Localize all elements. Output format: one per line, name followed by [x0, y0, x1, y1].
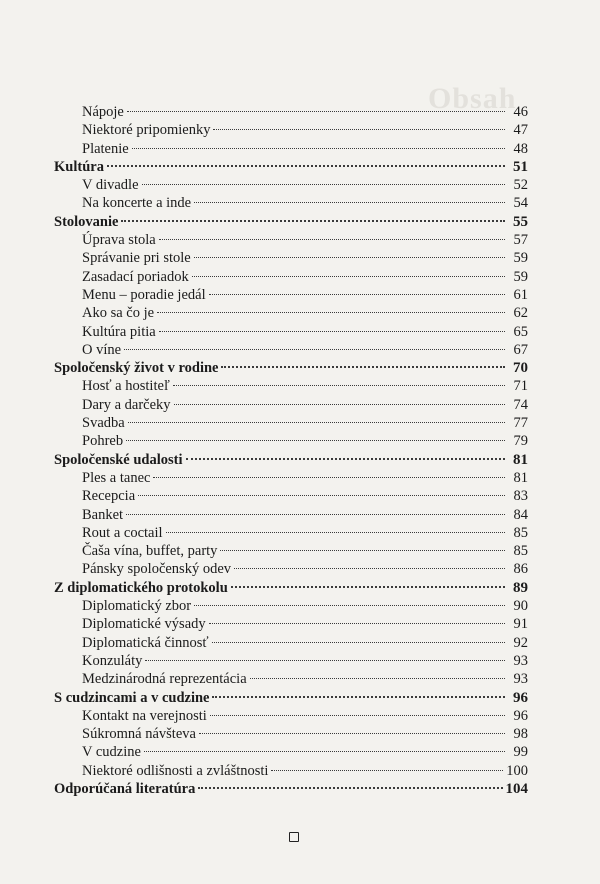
toc-section-row — [54, 213, 528, 231]
toc-page-number: 47 — [513, 122, 528, 139]
dot-leader — [157, 312, 505, 313]
toc-page-number: 89 — [513, 579, 528, 596]
toc-entry-row — [54, 634, 528, 652]
toc-page-number: 86 — [513, 561, 528, 578]
toc-entry-label: Rout a coctail — [82, 524, 163, 541]
toc-page-number: 91 — [513, 616, 528, 633]
toc-entry-label: Spoločenské udalosti — [54, 451, 183, 468]
dot-leader — [198, 787, 502, 789]
dot-leader — [142, 184, 505, 185]
toc-entry-label: Banket — [82, 506, 124, 523]
toc-entry-row — [54, 414, 528, 432]
toc-entry-label: Platenie — [82, 140, 129, 157]
dot-leader — [271, 770, 503, 771]
toc-section-row — [54, 451, 528, 469]
dot-leader — [221, 366, 505, 368]
dot-leader — [209, 294, 505, 295]
toc-entry-label: Recepcia — [82, 488, 136, 505]
toc-page-number: 71 — [513, 378, 528, 395]
toc-entry-label: Odporúčaná literatúra — [54, 780, 196, 797]
toc-entry-row — [54, 140, 528, 158]
toc-page-number: 83 — [513, 488, 528, 505]
toc-entry-label: Kultúra pitia — [82, 323, 156, 340]
dot-leader — [132, 148, 505, 149]
toc-page-number: 90 — [513, 598, 528, 615]
toc-page-number: 59 — [513, 268, 528, 285]
toc-entry-label: Diplomatické výsady — [82, 616, 206, 633]
toc-entry-row — [54, 121, 528, 139]
toc-entry-label: Pánsky spoločenský odev — [82, 561, 232, 578]
toc-entry-label: Diplomatický zbor — [82, 598, 192, 615]
toc-entry-label: Menu – poradie jedál — [82, 286, 206, 303]
toc-entry-row — [54, 103, 528, 121]
toc-entry-row — [54, 176, 528, 194]
toc-entry-label: Konzuláty — [82, 652, 143, 669]
dot-leader — [166, 532, 505, 533]
toc-entry-row — [54, 231, 528, 249]
toc-entry-label: Hosť a hostiteľ — [82, 378, 170, 395]
toc-entry-row — [54, 762, 528, 780]
dot-leader — [231, 586, 505, 588]
dot-leader — [173, 385, 505, 386]
dot-leader — [174, 404, 505, 405]
toc-entry-label: Kontakt na verejnosti — [82, 707, 207, 724]
toc-page-number: 96 — [513, 689, 528, 706]
toc-page-number: 74 — [513, 396, 528, 413]
dot-leader — [209, 623, 505, 624]
toc-page-number: 98 — [513, 726, 528, 743]
dot-leader — [145, 660, 505, 661]
toc-entry-label: Správanie pri stole — [82, 250, 191, 267]
toc-page-number: 77 — [513, 415, 528, 432]
toc-entry-row — [54, 377, 528, 395]
toc-entry-row — [54, 341, 528, 359]
toc-entry-label: Ako sa čo je — [82, 305, 155, 322]
toc-entry-label: V cudzine — [82, 744, 141, 761]
toc-page-number: 100 — [506, 762, 528, 779]
toc-entry-row — [54, 323, 528, 341]
toc-entry-label: V divadle — [82, 177, 139, 194]
toc-entry-row — [54, 487, 528, 505]
dot-leader — [107, 165, 505, 167]
toc-entry-label: Súkromná návšteva — [82, 726, 196, 743]
toc-page-number: 51 — [513, 158, 528, 175]
toc-entry-label: Čaša vína, buffet, party — [82, 543, 218, 560]
toc-entry-row — [54, 469, 528, 487]
dot-leader — [186, 458, 505, 460]
toc-entry-row — [54, 194, 528, 212]
dot-leader — [159, 331, 505, 332]
dot-leader — [127, 111, 505, 112]
toc-entry-row — [54, 542, 528, 560]
dot-leader — [124, 349, 505, 350]
toc-entry-label: Niektoré odlišnosti a zvláštnosti — [82, 762, 269, 779]
toc-entry-row — [54, 560, 528, 578]
toc-section-row — [54, 689, 528, 707]
dot-leader — [121, 220, 505, 222]
toc-page-number: 79 — [513, 433, 528, 450]
toc-page-number: 104 — [505, 780, 528, 797]
toc-entry-row — [54, 304, 528, 322]
toc-page-number: 70 — [513, 360, 528, 377]
end-square-icon — [289, 832, 299, 842]
toc-page-number: 65 — [513, 323, 528, 340]
toc-section-row — [54, 780, 528, 798]
toc-entry-label: Kultúra — [54, 158, 104, 175]
toc-page-number: 46 — [513, 104, 528, 120]
toc-page-number: 99 — [513, 744, 528, 761]
toc-entry-label: Spoločenský život v rodine — [54, 360, 219, 377]
toc-entry-label: O víne — [82, 341, 122, 358]
dot-leader — [199, 733, 505, 734]
toc-entry-row — [54, 524, 528, 542]
toc-entry-row — [54, 670, 528, 688]
dot-leader — [220, 550, 505, 551]
toc-entry-row — [54, 597, 528, 615]
toc-entry-row — [54, 506, 528, 524]
toc-page-number: 52 — [513, 177, 528, 194]
toc-page-number: 62 — [513, 305, 528, 322]
toc-entry-row — [54, 615, 528, 633]
toc-section-row — [54, 158, 528, 176]
dot-leader — [194, 257, 505, 258]
dot-leader — [126, 440, 505, 441]
toc-section-row — [54, 579, 528, 597]
toc-page-number: 57 — [513, 232, 528, 249]
toc-entry-row — [54, 652, 528, 670]
dot-leader — [213, 129, 505, 130]
dot-leader — [212, 642, 505, 643]
toc-page-number: 67 — [513, 341, 528, 358]
table-of-contents — [54, 103, 528, 798]
toc-page-number: 84 — [513, 506, 528, 523]
toc-page-number: 96 — [513, 707, 528, 724]
toc-page-number: 85 — [513, 543, 528, 560]
dot-leader — [212, 696, 505, 698]
toc-entry-row — [54, 396, 528, 414]
dot-leader — [159, 239, 505, 240]
toc-entry-row — [54, 249, 528, 267]
toc-page-number: 61 — [513, 286, 528, 303]
dot-leader — [128, 422, 505, 423]
toc-entry-row — [54, 725, 528, 743]
dot-leader — [138, 495, 505, 496]
toc-entry-row — [54, 707, 528, 725]
toc-entry-label: Na koncerte a inde — [82, 195, 192, 212]
dot-leader — [250, 678, 505, 679]
dot-leader — [234, 568, 505, 569]
toc-page-number: 93 — [513, 652, 528, 669]
toc-entry-row — [54, 743, 528, 761]
toc-page-number: 93 — [513, 671, 528, 688]
dot-leader — [194, 202, 505, 203]
toc-page-number: 59 — [513, 250, 528, 267]
toc-entry-label: Úprava stola — [82, 232, 156, 249]
toc-page-number: 85 — [513, 524, 528, 541]
toc-page-number: 55 — [513, 213, 528, 230]
toc-entry-label: Nápoje — [82, 104, 124, 120]
toc-entry-label: Pohreb — [82, 433, 124, 450]
toc-entry-label: Z diplomatického protokolu — [54, 579, 228, 596]
toc-page-number: 48 — [513, 140, 528, 157]
dot-leader — [144, 751, 505, 752]
toc-entry-label: Stolovanie — [54, 213, 119, 230]
toc-entry-label: S cudzincami a v cudzine — [54, 689, 210, 706]
toc-page-number: 92 — [513, 634, 528, 651]
toc-entry-label: Medzinárodná reprezentácia — [82, 671, 247, 688]
dot-leader — [153, 477, 505, 478]
toc-page-number: 81 — [513, 469, 528, 486]
toc-entry-label: Diplomatická činnosť — [82, 634, 209, 651]
show-through-title: Obsah — [428, 82, 517, 115]
dot-leader — [192, 276, 505, 277]
toc-entry-row — [54, 268, 528, 286]
toc-section-row — [54, 359, 528, 377]
dot-leader — [210, 715, 505, 716]
toc-entry-label: Svadba — [82, 415, 125, 432]
dot-leader — [126, 514, 505, 515]
toc-entry-label: Niektoré pripomienky — [82, 122, 211, 139]
toc-entry-row — [54, 286, 528, 304]
toc-page-number: 54 — [513, 195, 528, 212]
toc-page-number: 81 — [513, 451, 528, 468]
dot-leader — [194, 605, 505, 606]
toc-entry-label: Zasadací poriadok — [82, 268, 189, 285]
toc-entry-label: Ples a tanec — [82, 469, 151, 486]
toc-entry-label: Dary a darčeky — [82, 396, 171, 413]
toc-entry-row — [54, 432, 528, 450]
